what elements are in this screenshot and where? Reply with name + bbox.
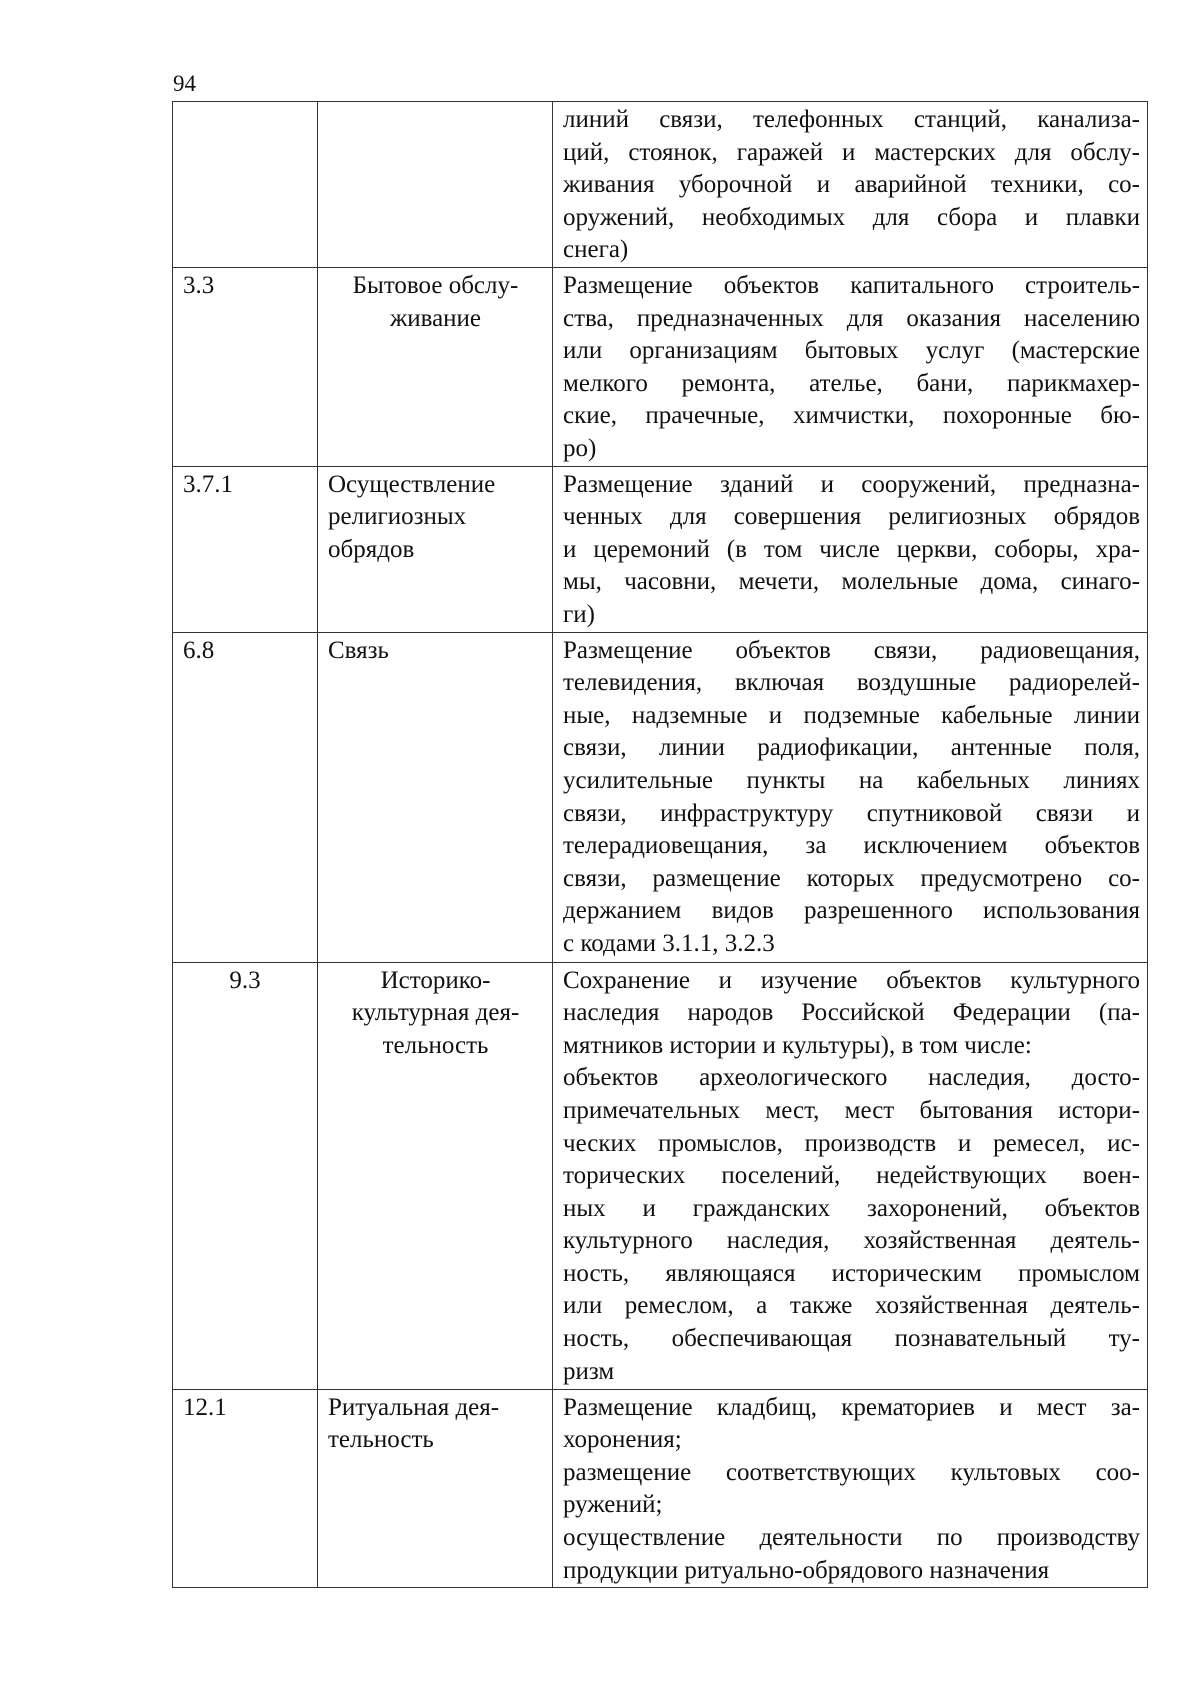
description-line: мятников истории и культуры), в том числе: [563,1031,1032,1059]
description-line: ций, стоянок, гаражей и мастерских для обслу- [563,138,1140,166]
name-line: Бытовое обслу- [352,271,519,299]
description-line: ных и гражданских захоронений, объектов [563,1194,1140,1222]
description-line: усилительные пункты на кабельных линиях [563,766,1140,794]
description-line: продукции ритуально-обрядового назначения [563,1556,1050,1584]
description-line: держанием видов разрешенного использования [563,897,1140,925]
code-cell: 3.7.1 [173,466,318,632]
description-line: живания уборочной и аварийной техники, со- [563,171,1140,199]
table-row [173,962,1148,1389]
description-cell [553,267,1148,466]
name-cell [318,1389,553,1588]
description-cell [553,102,1148,268]
description-line: Размещение объектов связи, радиовещания, [563,636,1140,664]
description-line: примечательных мест, мест бытования истори- [563,1096,1140,1124]
description-line: телерадиовещания, за исключением объектов [563,832,1140,860]
description-line: мелкого ремонта, ателье, бани, парикмахер- [563,369,1140,397]
name-line: Историко- [380,966,491,994]
description-line: объектов археологического наследия, досто- [563,1064,1140,1092]
code-cell: 3.3 [173,267,318,466]
table-row [173,466,1148,632]
table-row [173,102,1148,268]
description-line: ги) [563,600,595,628]
name-cell [318,267,553,466]
description-line: Размещение объектов капитального строитель- [563,271,1140,299]
name-line: культурная дея- [351,999,520,1027]
name-line: Связь [328,636,389,664]
description-line: ства, предназначенных для оказания населению [563,304,1140,332]
name-line: обрядов [328,535,415,563]
code-cell: 6.8 [173,632,318,962]
description-line: ро) [563,434,597,462]
description-line: ружений; [563,1491,663,1519]
name-line: Осуществление [328,470,496,498]
description-line: линий связи, телефонных станций, канализа- [563,106,1140,133]
name-line: живание [389,304,482,332]
description-line: ские, прачечные, химчистки, похоронные бю- [563,402,1140,430]
name-line: тельность [328,1426,434,1454]
description-line: культурного наследия, хозяйственная деятель- [563,1227,1140,1255]
description-line: хоронения; [563,1426,682,1454]
description-line: связи, линии радиофикации, антенные поля, [563,734,1140,762]
name-cell [318,962,553,1389]
page-number: 94 [173,71,196,96]
description-line: ченных для совершения религиозных обрядов [563,503,1140,531]
description-line: ческих промыслов, производств и ремесел, ис- [563,1129,1140,1157]
description-line: с кодами 3.1.1, 3.2.3 [563,929,775,957]
description-cell [553,1389,1148,1588]
name-cell [318,466,553,632]
description-line: ные, надземные и подземные кабельные линии [563,701,1140,729]
description-cell [553,632,1148,962]
description-line: торических поселений, недействующих воен- [563,1162,1140,1190]
description-line: ность, обеспечивающая познавательный ту- [563,1325,1140,1353]
description-line: наследия народов Российской Федерации (па- [563,999,1140,1027]
description-line: Размещение зданий и сооружений, предназна- [563,470,1140,498]
description-line: или ремеслом, а также хозяйственная деятель- [563,1292,1140,1320]
description-line: связи, размещение которых предусмотрено со- [563,864,1140,892]
table-row [173,267,1148,466]
name-cell [318,102,553,268]
name-line: Ритуальная дея- [328,1393,500,1421]
description-line: размещение соответствующих культовых соо- [563,1458,1140,1486]
description-line: оружений, необходимых для сбора и плавки [563,203,1140,231]
description-line: или организациям бытовых услуг (мастерские [563,337,1140,365]
description-line: осуществление деятельности по производству [563,1523,1140,1551]
description-line: ризм [563,1357,615,1385]
name-line: религиозных [328,503,467,531]
table-row [173,1389,1148,1588]
name-line: тельность [382,1031,489,1059]
description-line: и церемоний (в том числе церкви, соборы, хра- [563,535,1140,563]
description-line: связи, инфраструктуру спутниковой связи и [563,799,1140,827]
description-line: мы, часовни, мечети, молельные дома, синаго- [563,568,1140,596]
description-cell [553,962,1148,1389]
description-cell [553,466,1148,632]
code-cell: 9.3 [173,962,318,1389]
code-cell: 12.1 [173,1389,318,1588]
description-line: ность, являющаяся историческим промыслом [563,1259,1140,1287]
code-cell [173,102,318,268]
description-line: Размещение кладбищ, крематориев и мест за- [563,1393,1140,1421]
description-line: снега) [563,236,629,264]
land-use-table [172,101,1148,1588]
description-line: телевидения, включая воздушные радиорелей- [563,669,1140,697]
description-line: Сохранение и изучение объектов культурного [563,966,1140,994]
table-row [173,632,1148,962]
name-cell [318,632,553,962]
